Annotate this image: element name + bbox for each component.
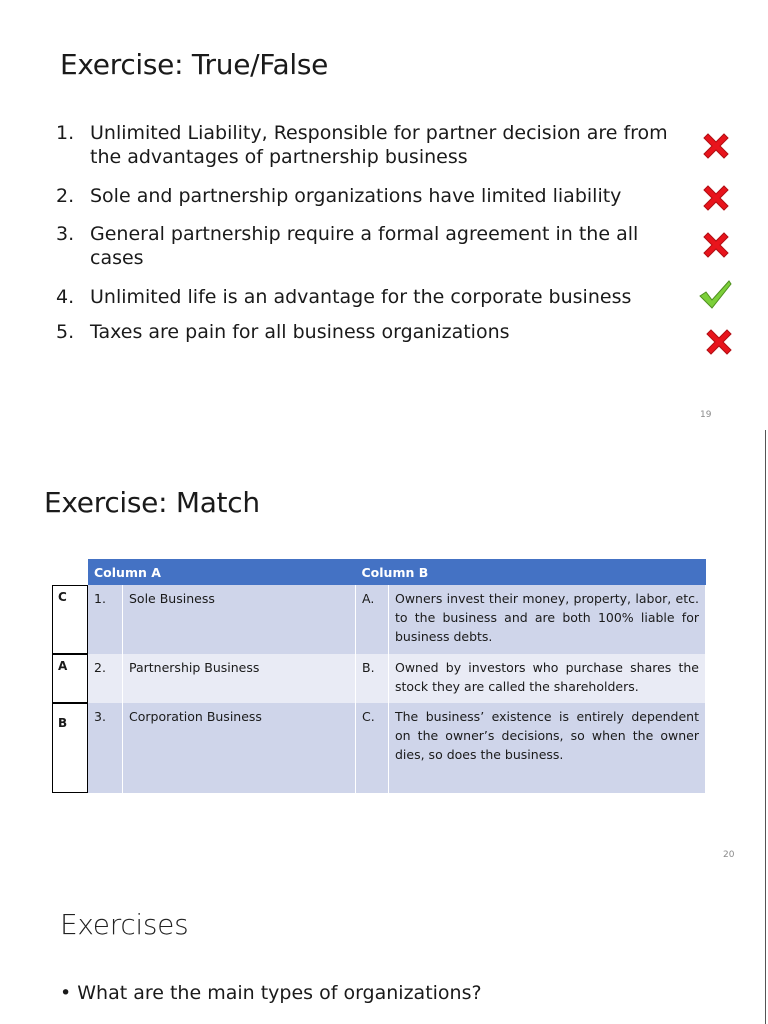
bullet-item — [60, 982, 482, 1004]
answer-cell: B — [52, 703, 88, 793]
column-a-cell: Partnership Business — [123, 654, 356, 703]
column-b-cell: Owners invest their money, property, labor, etc. to the business and are both 100% liable for business debts. — [389, 585, 706, 654]
item-text: Unlimited life is an advantage for the corporate business — [90, 286, 632, 308]
row-number: 2. — [88, 654, 123, 703]
column-b-cell: Owned by investors who purchase shares the stock they are called the shareholders. — [389, 654, 706, 703]
item-text: Unlimited Liability, Responsible for partner decision are from the advantages of partnership business — [90, 122, 668, 168]
cross-mark-icon — [698, 180, 734, 216]
slide-title: Exercises — [60, 908, 189, 941]
table-row — [88, 654, 706, 703]
match-table — [88, 559, 706, 793]
column-a-header: Column A — [88, 559, 356, 585]
slide-true-false — [0, 0, 768, 430]
row-letter: B. — [356, 654, 389, 703]
check-mark-icon — [697, 276, 733, 312]
cross-mark-icon — [698, 128, 734, 164]
table-header-row — [88, 559, 706, 585]
row-letter: C. — [356, 703, 389, 793]
item-number: 4. — [56, 286, 75, 308]
cross-mark-icon — [701, 324, 737, 360]
bullet-text: What are the main types of organizations? — [77, 982, 482, 1004]
table-row — [88, 585, 706, 654]
item-number: 2. — [56, 185, 75, 207]
column-a-cell: Corporation Business — [123, 703, 356, 793]
slide-border — [765, 430, 766, 870]
slide-title: Exercise: True/False — [60, 48, 329, 81]
answer-cell: C — [52, 585, 88, 654]
item-number: 1. — [56, 122, 75, 144]
slide-match — [0, 430, 768, 870]
table-row — [88, 703, 706, 793]
item-number: 5. — [56, 321, 75, 343]
row-number: 3. — [88, 703, 123, 793]
bullet-dot-icon: • — [60, 982, 78, 1004]
row-number: 1. — [88, 585, 123, 654]
item-text: General partnership require a formal agreement in the all cases — [90, 223, 639, 269]
column-b-cell: The business’ existence is entirely dependent on the owner’s decisions, so when the owner dies, so does the business. — [389, 703, 706, 793]
slide-border — [765, 870, 766, 1024]
row-letter: A. — [356, 585, 389, 654]
slide-title: Exercise: Match — [44, 486, 260, 519]
page-number: 19 — [700, 410, 712, 420]
item-text: Taxes are pain for all business organizations — [90, 321, 510, 343]
page-number: 20 — [723, 850, 735, 860]
item-number: 3. — [56, 223, 75, 245]
column-b-header: Column B — [356, 559, 706, 585]
answer-cell: A — [52, 654, 88, 703]
cross-mark-icon — [698, 227, 734, 263]
slide-exercises — [0, 870, 768, 1024]
item-text: Sole and partnership organizations have limited liability — [90, 185, 622, 207]
column-a-cell: Sole Business — [123, 585, 356, 654]
